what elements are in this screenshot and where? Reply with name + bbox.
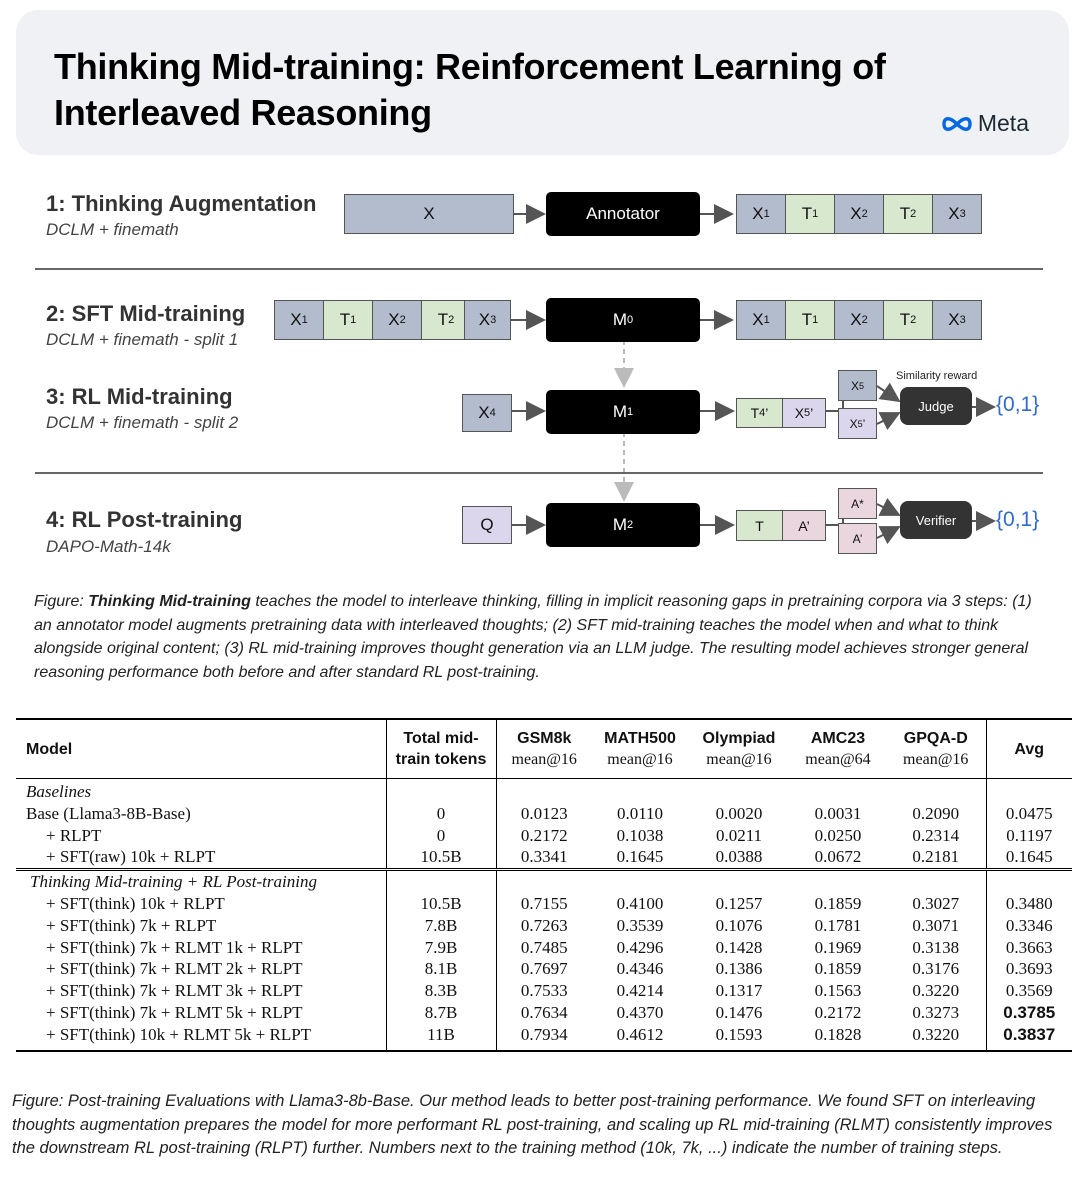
judge-box: Judge — [900, 387, 972, 425]
table-row: + SFT(think) 7k + RLMT 2k + RLPT 8.1B 0.7697 0.4346 0.1386 0.1859 0.3176 0.3693 — [16, 958, 1072, 980]
stage-4-subtitle: DAPO-Math-14k — [46, 537, 171, 556]
annotator-box: Annotator — [546, 192, 700, 236]
header-amc23: AMC23 mean@64 — [790, 719, 886, 779]
header-avg: Avg — [986, 719, 1072, 779]
header-gpqa: GPQA-D mean@16 — [886, 719, 986, 779]
seq-token-t2: T 2 — [883, 194, 933, 234]
stage-4-title: 4: RL Post-training — [46, 507, 243, 532]
judge-output: {0,1} — [996, 393, 1040, 416]
page-title: Thinking Mid-training: Reinforcement Learning of Interleaved Reasoning — [54, 46, 886, 133]
stage-2-subtitle: DCLM + finemath - split 1 — [46, 330, 239, 349]
stage-1-title: 1: Thinking Augmentation — [46, 191, 317, 216]
best-avg-value: 0.3837 — [986, 1024, 1072, 1051]
table-row: + RLPT 0 0.2172 0.1038 0.0211 0.0250 0.2314 0.1197 — [16, 825, 1072, 847]
group-header-thinking: Thinking Mid-training + RL Post-training — [16, 870, 1072, 893]
model-m0: M 0 — [546, 298, 700, 342]
best-avg-value: 0.3785 — [1003, 1002, 1056, 1022]
seq-token-t1: T 1 — [785, 300, 835, 340]
verifier-box: Verifier — [900, 501, 972, 539]
seq-token-t2: T 2 — [421, 300, 471, 340]
s1-input-x: X — [344, 194, 514, 234]
seq-token-t2: T 2 — [883, 300, 933, 340]
seq-token-x2: X 2 — [834, 194, 884, 234]
seq-token-x1: X 1 — [736, 194, 786, 234]
meta-logo-text: Meta — [977, 110, 1029, 136]
header-gsm8k: GSM8k mean@16 — [496, 719, 592, 779]
stage-3-title: 3: RL Mid-training — [46, 384, 233, 409]
table-row: Base (Llama3-8B-Base) 0 0.0123 0.0110 0.0020 0.0031 0.2090 0.0475 — [16, 803, 1072, 825]
table-row: + SFT(think) 10k + RLMT 5k + RLPT 11B 0.7934 0.4612 0.1593 0.1828 0.3220 0.3837 — [16, 1024, 1072, 1051]
table-row: + SFT(think) 7k + RLMT 1k + RLPT 7.9B 0.7485 0.4296 0.1428 0.1969 0.3138 0.3663 — [16, 937, 1072, 959]
seq-token-x2: X 2 — [372, 300, 422, 340]
stage-2-title: 2: SFT Mid-training — [46, 301, 246, 326]
seq-token-x3: X 3 — [932, 194, 982, 234]
header-olympiad: Olympiad mean@16 — [688, 719, 790, 779]
table-row: + SFT(think) 7k + RLMT 5k + RLPT 8.7B 0.7634 0.4370 0.1476 0.2172 0.3273 0.3785 — [16, 1002, 1072, 1024]
stage-divider — [35, 268, 1043, 270]
verifier-output: {0,1} — [996, 508, 1040, 531]
s4-pred-answer: A’ — [838, 523, 877, 554]
seq-token-x1: X 1 — [736, 300, 786, 340]
seq-token-x3: X 3 — [464, 300, 511, 340]
table-row: + SFT(think) 10k + RLPT 10.5B 0.7155 0.4100 0.1257 0.1859 0.3027 0.3480 — [16, 893, 1072, 915]
seq-token-x2: X 2 — [834, 300, 884, 340]
s4-gold-answer: A* — [838, 488, 877, 519]
seq-token-x1: X 1 — [274, 300, 324, 340]
table-row: + SFT(think) 7k + RLPT 7.8B 0.7263 0.3539 0.1076 0.1781 0.3071 0.3346 — [16, 915, 1072, 937]
figure-caption-1: Figure: Thinking Mid-training teaches the model to interleave thinking, filling in implicit reasoning gaps in pretraining corpora via 3 steps: (1) an annotator model augments pretraining data with interleaved thoughts; (2) SFT mid-training teaches the model when and what to think alongside original content; (3) RL mid-training improves thought generation via an LLM judge. The resulting model achieves stronger general reasoning performance both before and after standard RL post-training. — [34, 593, 1032, 681]
figure-caption-2: Figure: Post-training Evaluations with Llama3-8b-Base. Our method leads to better post-training performance. We found SFT on interleaving thoughts augmentation prepares the model for more performant RL post-training, and scaling up RL mid-training (RLMT) consistently improves the downstream RL post-training (RLPT) further. Numbers next to the training method (10k, 7k, ...) indicate the number of training steps. — [12, 1092, 1053, 1157]
s4-answer-a: A’ — [782, 510, 826, 541]
table-header-row — [16, 719, 1072, 779]
table-row: + SFT(raw) 10k + RLPT 10.5B 0.3341 0.1645 0.0388 0.0672 0.2181 0.1645 — [16, 846, 1072, 869]
stage-divider — [35, 472, 1043, 474]
header-model: Model — [16, 719, 386, 779]
s3-thought-t4: T 4 ’ — [736, 398, 783, 428]
seq-token-t1: T 1 — [785, 194, 835, 234]
similarity-reward-label: Similarity reward — [896, 370, 978, 382]
header-tokens: Total mid- train tokens — [386, 719, 496, 779]
model-m2: M 2 — [546, 503, 700, 547]
stage-1-subtitle: DCLM + finemath — [46, 220, 179, 239]
s4-thought-t: T — [736, 510, 783, 541]
s3-pred-x5-small: X 5 ’ — [838, 408, 877, 439]
s3-target-x5: X 5 — [838, 370, 877, 401]
s3-input-x4: X 4 — [462, 394, 512, 432]
s3-pred-x5: X 5 ’ — [782, 398, 826, 428]
model-m1: M 1 — [546, 390, 700, 434]
table-row: + SFT(think) 7k + RLMT 3k + RLPT 8.3B 0.7533 0.4214 0.1317 0.1563 0.3220 0.3569 — [16, 980, 1072, 1002]
seq-token-x3: X 3 — [932, 300, 982, 340]
results-table — [16, 718, 1072, 1052]
group-header-baselines: Baselines — [16, 779, 1072, 803]
stage-3-subtitle: DCLM + finemath - split 2 — [46, 413, 239, 432]
header-math500: MATH500 mean@16 — [592, 719, 688, 779]
seq-token-t1: T 1 — [323, 300, 373, 340]
s4-input-q: Q — [462, 506, 512, 544]
